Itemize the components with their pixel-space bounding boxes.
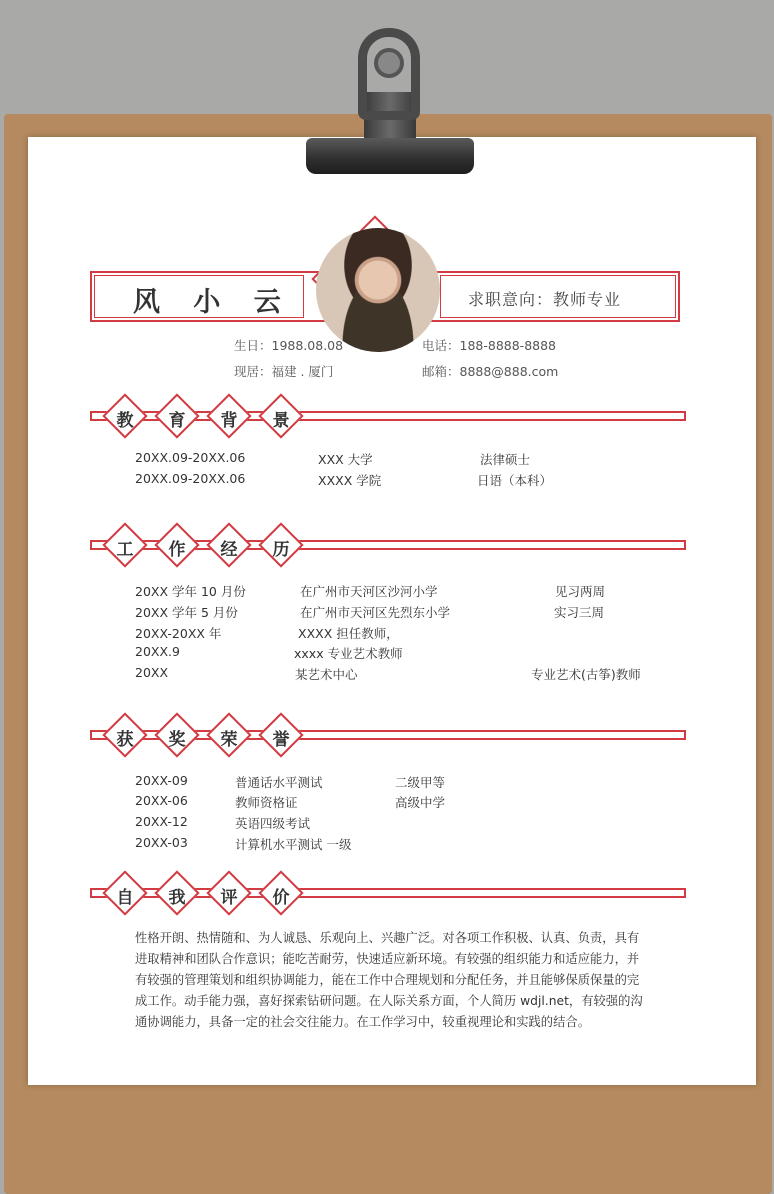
- work-title-char: 工: [116, 540, 134, 560]
- education-title-char: 背: [220, 411, 238, 431]
- award-level: 二级甲等: [395, 775, 446, 790]
- work-place: XXXX 担任教师，: [298, 626, 399, 641]
- location-info: 现居：福建 . 厦门: [234, 364, 334, 379]
- job-intent: 求职意向：教师专业: [468, 290, 622, 309]
- awards-title-char: 获: [116, 730, 134, 750]
- work-period: 20XX: [135, 665, 169, 680]
- education-title-char: 育: [168, 411, 186, 431]
- self-eval-text: 性格开朗、热情随和、为人诚恳、乐观向上、兴趣广泛。对各项工作积极、认真、负责，具有进取精神和团队合作意识；能吃苦耐劳，快速适应新环境。有较强的组织能力和适应能力，并有较强的管理策划和组织协调能力，能在工作中合理规划和分配任务，并且能够保质保量的完成工作。动手能力强，喜好探索钻研问题。在人际关系方面，个人简历 wdjl.net，有较强的沟通协调能力，具备一定的社会交往能力。在工作学习中，较重视理论和实践的结合。: [135, 931, 643, 1029]
- award-date: 20XX-03: [135, 835, 188, 850]
- education-title-char: 教: [116, 411, 134, 431]
- self-eval-title-char: 我: [168, 888, 186, 908]
- work-place: 在广州市天河区先烈东小学: [300, 605, 451, 620]
- awards-title-char: 誉: [272, 730, 290, 750]
- work-role: 见习两周: [555, 584, 606, 599]
- work-place: 某艺术中心: [295, 667, 358, 682]
- award-date: 20XX-09: [135, 773, 188, 788]
- awards-title-char: 奖: [168, 730, 186, 750]
- award-item: 英语四级考试: [235, 816, 311, 831]
- work-title-char: 作: [168, 540, 186, 560]
- candidate-name: 风 小 云: [133, 287, 293, 318]
- work-period: 20XX 学年 10 月份: [135, 584, 246, 599]
- work-role: 专业艺术(古筝)教师: [531, 667, 641, 682]
- education-school: XXX 大学: [318, 452, 373, 467]
- phone-info: 电话：188-8888-8888: [422, 338, 557, 353]
- awards-title-char: 荣: [220, 730, 238, 750]
- education-period: 20XX.09-20XX.06: [135, 471, 246, 486]
- work-place: xxxx 专业艺术教师: [294, 646, 403, 661]
- avatar: [316, 228, 440, 352]
- self-eval-title-char: 评: [220, 888, 238, 908]
- work-period: 20XX.9: [135, 644, 180, 659]
- work-title-char: 历: [272, 540, 290, 560]
- self-eval-title-char: 价: [272, 888, 290, 908]
- education-degree: 法律硕士: [480, 452, 531, 467]
- award-item: 教师资格证: [235, 795, 298, 810]
- award-item: 普通话水平测试: [235, 775, 323, 790]
- education-degree: 日语（本科）: [477, 473, 553, 488]
- work-role: 实习三周: [554, 605, 605, 620]
- award-item: 计算机水平测试 一级: [235, 837, 352, 852]
- self-eval-title-char: 自: [116, 888, 134, 908]
- clip-icon: [306, 138, 474, 174]
- birth-info: 生日：1988.08.08: [234, 338, 344, 353]
- education-period: 20XX.09-20XX.06: [135, 450, 246, 465]
- education-title-char: 景: [272, 411, 290, 431]
- award-level: 高级中学: [395, 795, 446, 810]
- work-period: 20XX 学年 5 月份: [135, 605, 238, 620]
- award-date: 20XX-06: [135, 793, 188, 808]
- work-title-char: 经: [220, 540, 238, 560]
- education-school: XXXX 学院: [318, 473, 382, 488]
- email-info: 邮箱：8888@888.com: [422, 364, 559, 379]
- clip-rivet-icon: [374, 48, 404, 78]
- award-date: 20XX-12: [135, 814, 188, 829]
- work-period: 20XX-20XX 年: [135, 626, 222, 641]
- work-place: 在广州市天河区沙河小学: [300, 584, 438, 599]
